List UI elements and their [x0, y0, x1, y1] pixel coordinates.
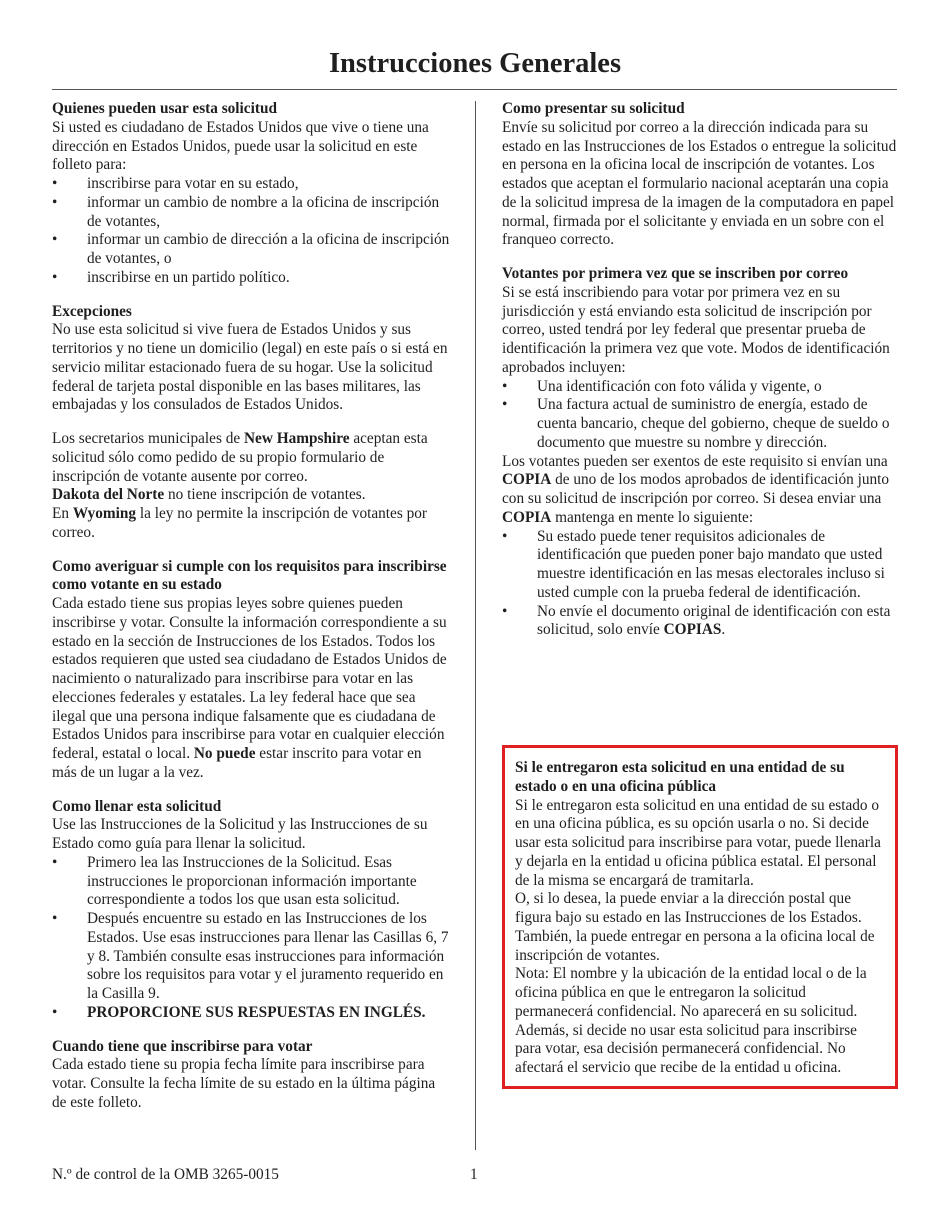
list-item: • informar un cambio de dirección a la oficina de inscripción de votantes, o	[52, 231, 450, 269]
page-number: 1	[470, 1166, 478, 1183]
list-item: • inscribirse para votar en su estado,	[52, 175, 450, 194]
notice-heading: Si le entregaron esta solicitud en una entidad de su estado o en una oficina pública	[515, 759, 845, 795]
list-item: • inscribirse en un partido político.	[52, 269, 450, 288]
list-item: • Su estado puede tener requisitos adicionales de identificación que pueden poner bajo mandato que usted muestre identificación en las mesas electorales incluso si usted cumple con la prueba federal de identificación.	[502, 528, 897, 603]
right-column	[502, 100, 897, 640]
section-first-time-voters	[502, 265, 897, 640]
public-agency-notice-box	[502, 745, 898, 1089]
list-item: • Después encuentre su estado en las Instrucciones de los Estados. Use esas instrucciones para llenar las Casillas 6, 7 y 8. También consulte esas instrucciones para información sobre los requisitos para votar y el juramento requerido en la Casilla 9.	[52, 910, 450, 1004]
section-text: Si usted es ciudadano de Estados Unidos que vive o tiene una dirección en Estados Unidos, puede usar la solicitud en este folleto para:	[52, 118, 429, 174]
list-item: • informar un cambio de nombre a la oficina de inscripción de votantes,	[52, 194, 450, 232]
page-title: Instrucciones Generales	[328, 48, 622, 79]
list-item: • PROPORCIONE SUS RESPUESTAS EN INGLÉS.	[52, 1004, 450, 1023]
section-text: Envíe su solicitud por correo a la dirección indicada para su estado en las Instrucciones de los Estados o entregue la solicitud en persona en la oficina local de inscripción de votantes. Los estados que aceptan el formulario nacional aceptarán una copia de la solicitud impresa de la imagen de la computadora en papel normal, firmada por el solicitante y enviada en un sobre con el franqueo correcto.	[502, 118, 897, 249]
section-heading: Como presentar su solicitud	[502, 100, 685, 117]
section-heading: Como averiguar si cumple con los requisitos para inscribirse como votante en su estado	[52, 557, 447, 594]
bullet-list	[502, 528, 897, 641]
section-text: No use esta solicitud si vive fuera de Estados Unidos y sus territorios y no tiene un domicilio (legal) en este país o si está en servicio militar estacionado fuera de su hogar. Use la solicitud federal de tarjeta postal disponible en las bases militares, las embajadas y los consulados de Estados Unidos.	[52, 321, 448, 414]
section-how-to-submit	[502, 100, 897, 250]
section-heading: Votantes por primera vez que se inscriben por correo	[502, 265, 849, 282]
section-text: Si se está inscribiendo para votar por primera vez en su jurisdicción y está enviando esta solicitud de inscripción por correo, usted tendrá por ley federal que presentar prueba de identificación la primera vez que vote. Modos de identificación aprobados incluyen:	[502, 283, 890, 376]
notice-text: Nota: El nombre y la ubicación de la entidad local o de la oficina pública en que le entregaron la solicitud permanecerá confidencial. No aparecerá en su solicitud. Además, si decide no usar esta solicitud para inscribirse para votar, esa decisión permanecerá confidencial. No afectará el servicio que recibe de la entidad u oficina.	[515, 965, 867, 1076]
section-text: Los votantes pueden ser exentos de este requisito si envían una COPIA de uno de los modos aprobados de identificación junto con su solicitud de inscripción por correo. Si desea enviar una COPIA mantenga en mente lo siguiente:	[502, 452, 890, 526]
section-who-can-use	[52, 100, 450, 288]
bullet-list	[502, 378, 897, 453]
omb-control-number: N.º de control de la OMB 3265-0015	[52, 1166, 279, 1183]
section-heading: Quienes pueden usar esta solicitud	[52, 100, 277, 117]
section-heading: Excepciones	[52, 302, 132, 320]
notice-text: O, si lo desea, la puede enviar a la dirección postal que figura bajo su estado en las Instrucciones de los Estados. También, la puede entregar en persona a la oficina local de inscripción de votantes.	[515, 890, 875, 964]
column-divider	[475, 101, 476, 1150]
list-item: • Una factura actual de suministro de energía, estado de cuenta bancario, cheque del gobierno, cheque de sueldo o documento que muestre su nombre y dirección.	[502, 396, 897, 452]
section-text: Cada estado tiene sus propias leyes sobre quienes pueden inscribirse y votar. Consulte la información correspondiente a su estado en la sección de Instrucciones de los Estados. Todos los estados requieren que usted sea ciudadano de Estados Unidos de nacimiento o naturalizado para inscribirse para votar en las elecciones federales y estatales. La ley federal hace que sea ilegal que una persona indique falsamente que es ciudadana de Estados Unidos para inscribirse para votar en cualquier elección federal, estatal o local. No puede estar inscrito para votar en más de un lugar a la vez.	[52, 595, 447, 781]
section-text: Use las Instrucciones de la Solicitud y las Instrucciones de su Estado como guía para llenar la solicitud.	[52, 816, 428, 852]
list-item: • No envíe el documento original de identificación con esta solicitud, solo envíe COPIAS.	[502, 603, 897, 641]
list-item: • Primero lea las Instrucciones de la Solicitud. Esas instrucciones le proporcionan información importante correspondiente a todos los que usan esta solicitud.	[52, 854, 450, 910]
section-heading: Cuando tiene que inscribirse para votar	[52, 1037, 313, 1055]
section-text: Cada estado tiene su propia fecha límite para inscribirse para votar. Consulte la fecha límite de su estado en la última página de este folleto.	[52, 1056, 436, 1111]
section-heading: Como llenar esta solicitud	[52, 797, 222, 815]
list-item: • Una identificación con foto válida y vigente, o	[502, 378, 897, 397]
north-dakota-note: Dakota del Norte no tiene inscripción de votantes.	[52, 486, 366, 504]
section-how-to-fill	[52, 798, 450, 1023]
bullet-list	[52, 854, 450, 1023]
notice-text: Si le entregaron esta solicitud en una entidad de su estado o en una oficina pública, es su opción usarla o no. Si decide usar esta solicitud para inscribirse para votar, puede llenarla y dejarla en la entidad u oficina pública estatal. El personal de la misma se encargará de tramitarla.	[515, 796, 881, 889]
new-hampshire-note: Los secretarios municipales de New Hampshire aceptan esta solicitud sólo como pedido de su propio formulario de inscripción de votante ausente por correo.	[52, 430, 428, 485]
wyoming-note: En Wyoming la ley no permite la inscripción de votantes por correo.	[52, 505, 427, 541]
section-exceptions	[52, 303, 450, 543]
title-divider	[52, 89, 897, 90]
section-eligibility	[52, 558, 450, 783]
section-deadline	[52, 1038, 450, 1113]
left-column	[52, 100, 450, 1113]
bullet-list	[52, 175, 450, 288]
